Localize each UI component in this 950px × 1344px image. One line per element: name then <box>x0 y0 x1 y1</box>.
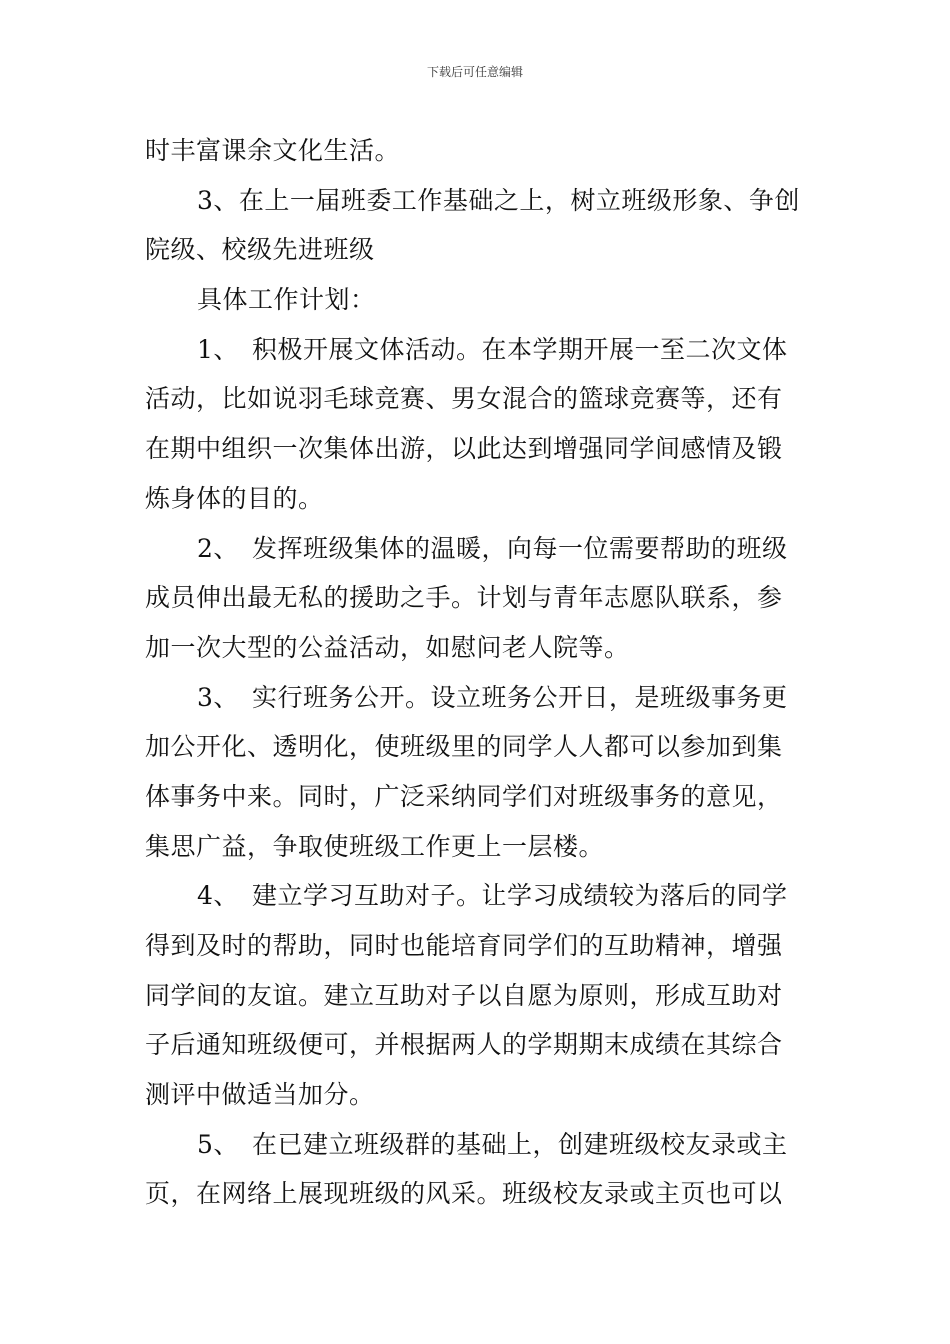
line-text: 子后通知班级便可，并根据两人的学期期末成绩在其综合 <box>145 1030 783 1060</box>
line-text: 同学间的友谊。建立互助对子以自愿为原则，形成互助对 <box>145 980 783 1010</box>
line-text: 活动，比如说羽毛球竞赛、男女混合的篮球竞赛等，还有 <box>145 384 783 414</box>
text-line <box>145 374 813 424</box>
line-text: 页，在网络上展现班级的风采。班级校友录或主页也可以 <box>145 1179 783 1209</box>
text-line <box>145 524 813 574</box>
line-text: 发挥班级集体的温暖，向每一位需要帮助的班级 <box>252 533 788 563</box>
list-number: 1、 <box>197 334 239 364</box>
line-text: 在已建立班级群的基础上，创建班级校友录或主 <box>252 1129 788 1159</box>
line-text: 具体工作计划： <box>197 285 376 315</box>
text-line <box>145 1020 813 1070</box>
text-line <box>145 126 813 176</box>
text-line <box>145 176 813 226</box>
line-text: 建立学习互助对子。让学习成绩较为落后的同学 <box>252 881 788 911</box>
line-text: 炼身体的目的。 <box>145 483 324 513</box>
text-line <box>145 822 813 872</box>
list-number: 5、 <box>197 1129 239 1159</box>
list-number: 3、 <box>197 682 239 712</box>
line-text: 加公开化、透明化，使班级里的同学人人都可以参加到集 <box>145 732 783 762</box>
line-text: 集思广益，争取使班级工作更上一层楼。 <box>145 831 605 861</box>
text-line <box>145 225 813 275</box>
text-line <box>145 1120 813 1170</box>
text-line <box>145 673 813 723</box>
text-line <box>145 573 813 623</box>
text-line <box>145 623 813 673</box>
text-line <box>145 871 813 921</box>
text-line <box>145 1169 813 1219</box>
list-number: 4、 <box>197 881 239 911</box>
text-line <box>145 971 813 1021</box>
text-line <box>145 722 813 772</box>
text-line <box>145 424 813 474</box>
line-text: 体事务中来。同时，广泛采纳同学们对班级事务的意见， <box>145 781 783 811</box>
line-text: 测评中做适当加分。 <box>145 1080 375 1110</box>
text-line <box>145 474 813 524</box>
line-text: 在期中组织一次集体出游，以此达到增强同学间感情及锻 <box>145 434 783 464</box>
line-text: 院级、校级先进班级 <box>145 235 375 265</box>
list-number: 2、 <box>197 533 239 563</box>
text-line <box>145 921 813 971</box>
line-text: 积极开展文体活动。在本学期开展一至二次文体 <box>252 334 788 364</box>
text-line <box>145 275 813 325</box>
document-body <box>145 126 813 1219</box>
text-line <box>145 772 813 822</box>
line-text: 3、在上一届班委工作基础之上，树立班级形象、争创 <box>197 185 800 215</box>
page-header: 下载后可任意编辑 <box>426 65 523 79</box>
text-line <box>145 1070 813 1120</box>
line-text: 加一次大型的公益活动，如慰问老人院等。 <box>145 632 630 662</box>
line-text: 时丰富课余文化生活。 <box>145 136 401 165</box>
text-line <box>145 325 813 375</box>
line-text: 成员伸出最无私的援助之手。计划与青年志愿队联系，参 <box>145 583 783 613</box>
line-text: 得到及时的帮助，同时也能培育同学们的互助精神，增强 <box>145 931 783 960</box>
line-text: 实行班务公开。设立班务公开日，是班级事务更 <box>252 682 788 712</box>
